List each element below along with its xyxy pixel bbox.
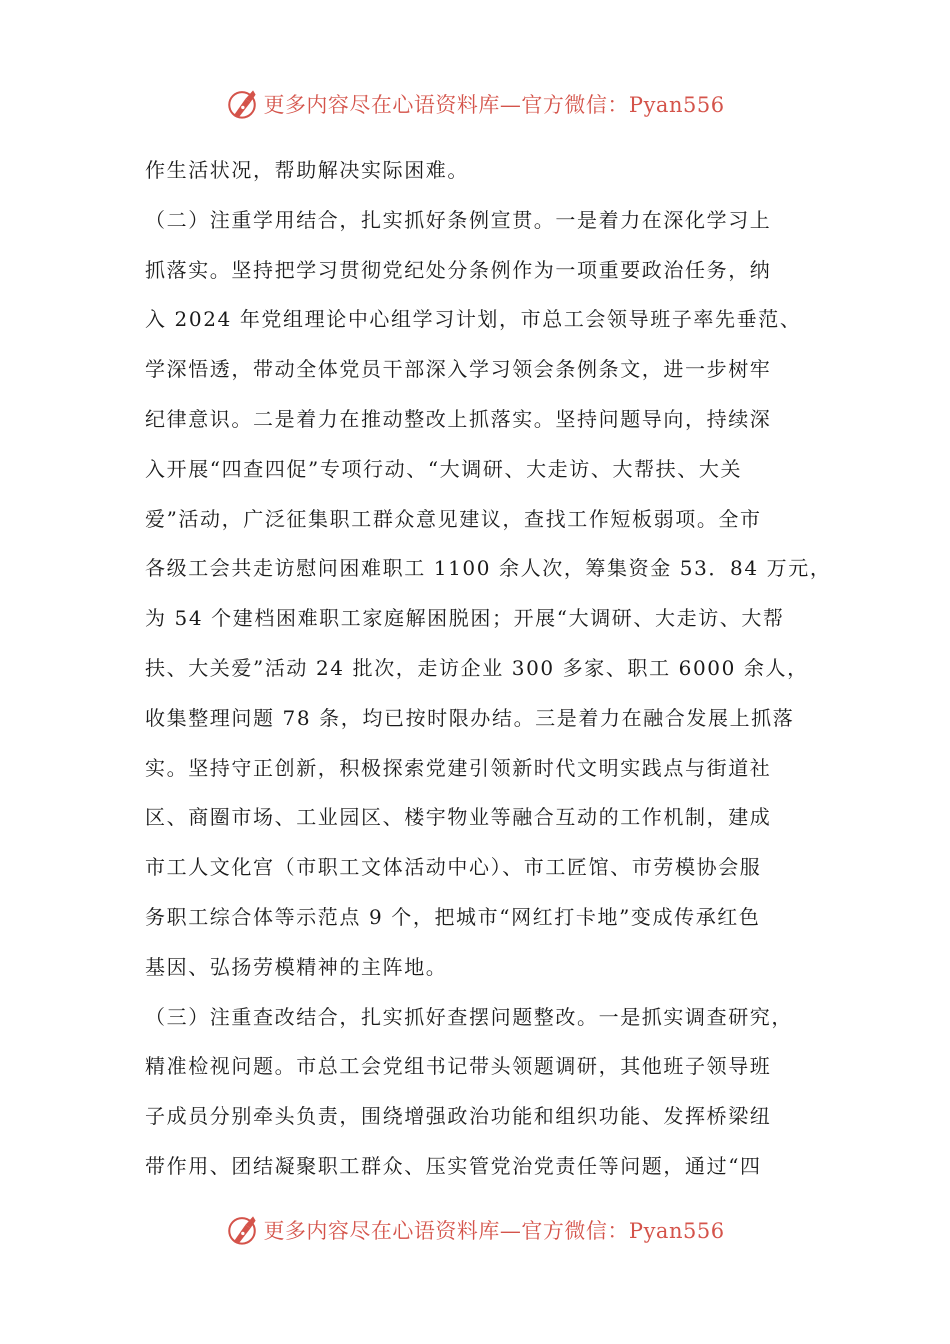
text-line: 区、商圈市场、工业园区、楼宇物业等融合互动的工作机制，建成 <box>145 805 772 830</box>
text-line: 精准检视问题。市总工会党组书记带头领题调研，其他班子领导班 <box>145 1054 772 1079</box>
text-line: 市工人文化宫（市职工文体活动中心）、市工匠馆、市劳模协会服 <box>145 855 762 880</box>
text-line: 务职工综合体等示范点 9 个，把城市“网红打卡地”变成传承红色 <box>145 904 761 929</box>
text-line: （二）注重学用结合，扎实抓好条例宣贯。一是着力在深化学习上 <box>145 207 772 232</box>
pen-nib-icon <box>225 87 259 121</box>
text-line: 入 2024 年党组理论中心组学习计划，市总工会领导班子率先垂范、 <box>145 307 802 332</box>
text-line: 为 54 个建档困难职工家庭解困脱困；开展“大调研、大走访、大帮 <box>145 606 785 631</box>
text-line: 各级工会共走访慰问困难职工 1100 余人次，筹集资金 53．84 万元， <box>145 556 832 581</box>
text-line: 带作用、团结凝聚职工群众、压实管党治党责任等问题，通过“四 <box>145 1153 762 1178</box>
text-line: 作生活状况，帮助解决实际困难。 <box>145 158 469 182</box>
text-line: （三）注重查改结合，扎实抓好查摆问题整改。一是抓实调查研究， <box>145 1004 793 1029</box>
text-line: 学深悟透，带动全体党员干部深入学习领会条例条文，进一步树牢 <box>145 357 772 382</box>
text-line: 收集整理问题 78 条，均已按时限办结。三是着力在融合发展上抓落 <box>145 705 795 730</box>
footer-watermark-text: 更多内容尽在心语资料库—官方微信：Pyan556 <box>263 1219 725 1243</box>
text-line: 基因、弘扬劳模精神的主阵地。 <box>145 954 448 979</box>
text-line: 入开展“四查四促”专项行动、“大调研、大走访、大帮扶、大关 <box>145 456 743 481</box>
text-line: 扶、大关爱”活动 24 批次，走访企业 300 多家、职工 6000 余人， <box>145 655 809 680</box>
document-body <box>145 146 832 1192</box>
pen-nib-icon <box>225 1213 259 1247</box>
text-line: 实。坚持守正创新，积极探索党建引领新时代文明实践点与街道社 <box>145 755 772 780</box>
text-line: 抓落实。坚持把学习贯彻党纪处分条例作为一项重要政治任务，纳 <box>145 257 772 282</box>
text-line: 纪律意识。二是着力在推动整改上抓落实。坚持问题导向，持续深 <box>145 406 772 431</box>
header-watermark-text: 更多内容尽在心语资料库—官方微信：Pyan556 <box>263 93 725 117</box>
text-line: 爱”活动，广泛征集职工群众意见建议，查找工作短板弱项。全市 <box>145 506 762 531</box>
header-watermark <box>0 84 950 124</box>
text-line: 子成员分别牵头负责，围绕增强政治功能和组织功能、发挥桥梁纽 <box>145 1104 772 1129</box>
footer-watermark <box>0 1210 950 1250</box>
